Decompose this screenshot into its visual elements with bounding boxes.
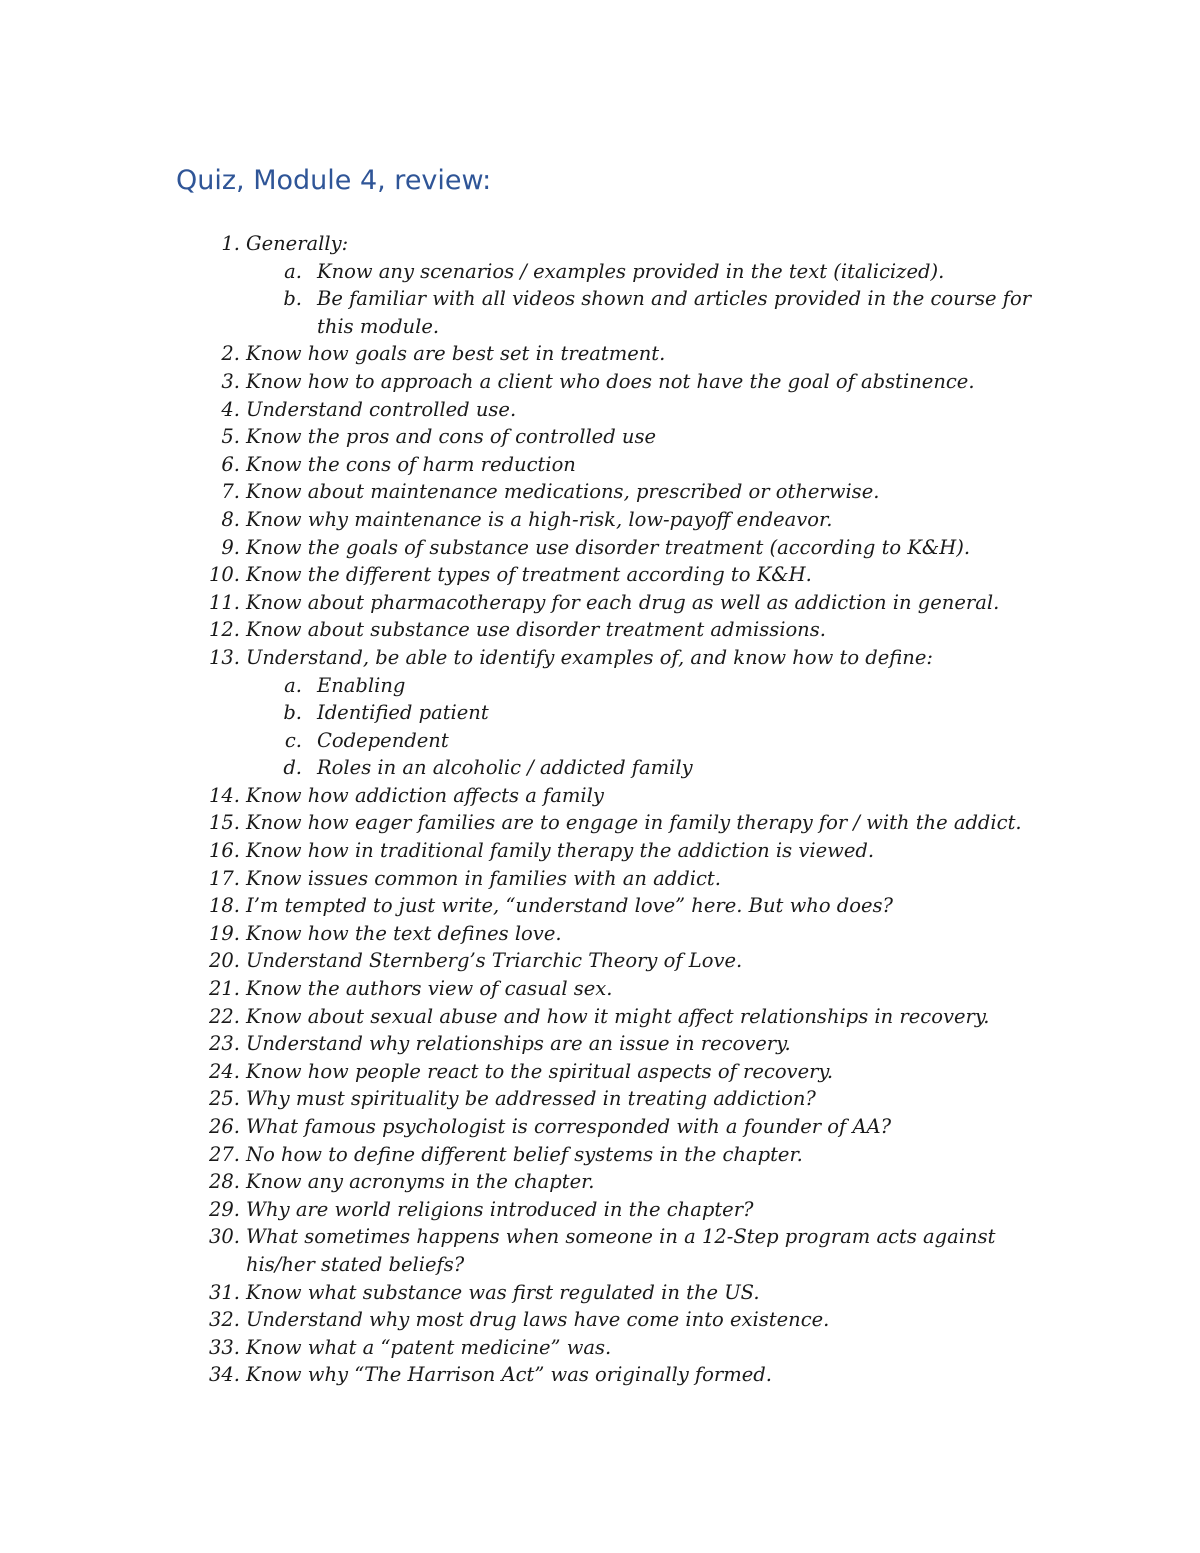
review-list <box>0 230 1200 1389</box>
list-item-text: Know about substance use disorder treatment admissions. <box>246 618 826 642</box>
list-item <box>0 1251 1200 1279</box>
list-item-text: Why must spirituality be addressed in treating addiction? <box>246 1087 816 1111</box>
list-item-text: Know about pharmacotherapy for each drug as well as addiction in general. <box>246 590 1000 614</box>
list-item-number: 20. <box>208 949 240 973</box>
list-item-text: Be familiar with all videos shown and articles provided in the course for <box>317 287 1032 311</box>
list-item <box>0 1085 1200 1113</box>
list-item-text: Know the authors view of casual sex. <box>246 977 613 1001</box>
list-item-text: Know any acronyms in the chapter. <box>246 1170 595 1194</box>
sub-list-item <box>0 285 1200 313</box>
list-item-text: No how to define different belief systems in the chapter. <box>246 1142 803 1166</box>
list-item-number: 15. <box>208 811 240 835</box>
list-item <box>0 920 1200 948</box>
list-item-text: Know the goals of substance use disorder treatment (according to K&H). <box>246 535 971 559</box>
list-item <box>0 1306 1200 1334</box>
list-item-text: Know any scenarios / examples provided in the text (italicized). <box>317 259 945 283</box>
list-item-text: Know about maintenance medications, prescribed or otherwise. <box>246 480 880 504</box>
list-item <box>0 478 1200 506</box>
list-item-text: Know how to approach a client who does not have the goal of abstinence. <box>246 369 975 393</box>
list-item-text: Know about sexual abuse and how it might affect relationships in recovery. <box>246 1004 990 1028</box>
list-item-number: 33. <box>208 1335 240 1359</box>
list-item-text: Roles in an alcoholic / addicted family <box>317 756 693 780</box>
list-item-number: 5. <box>221 425 240 449</box>
list-item <box>0 837 1200 865</box>
list-item-number: 31. <box>208 1280 240 1304</box>
list-item-text: Know what substance was first regulated in the US. <box>246 1280 760 1304</box>
list-item-number: 26. <box>208 1115 240 1138</box>
list-item-number: 12. <box>208 618 240 642</box>
list-item-number: 3. <box>221 369 240 393</box>
list-item-text: What sometimes happens when someone in a 12-Step program acts against <box>246 1225 996 1249</box>
list-item-number: 10. <box>208 563 240 587</box>
list-item <box>0 368 1200 396</box>
list-item-text: Know why maintenance is a high-risk, low-payoff endeavor. <box>246 507 833 531</box>
list-item <box>0 865 1200 893</box>
list-item <box>0 1058 1200 1086</box>
list-item-number: 34. <box>208 1363 240 1387</box>
list-item <box>0 616 1200 644</box>
list-item-text: his/her stated beliefs? <box>246 1252 465 1276</box>
list-item-text: Identified patient <box>317 701 489 725</box>
list-item-text: Understand Sternberg’s Triarchic Theory of Love. <box>246 949 743 973</box>
list-item <box>0 1334 1200 1362</box>
sub-list-item <box>0 672 1200 700</box>
list-item <box>0 809 1200 837</box>
list-item-text: Know the different types of treatment according to K&H. <box>246 563 812 587</box>
list-item <box>0 423 1200 451</box>
list-item <box>0 1003 1200 1031</box>
list-item-number: 7. <box>221 480 240 504</box>
list-item-text: Know how people react to the spiritual aspects of recovery. <box>246 1059 834 1083</box>
list-item-number: 9. <box>221 535 240 559</box>
list-item-number: c. <box>284 728 302 752</box>
list-item-text: Understand why most drug laws have come into existence. <box>246 1308 830 1332</box>
list-item-text: Know the cons of harm reduction <box>246 452 576 476</box>
list-item <box>0 1361 1200 1389</box>
list-item <box>0 1223 1200 1251</box>
sub-list-item <box>0 313 1200 341</box>
list-item-text: Know the pros and cons of controlled use <box>246 425 657 449</box>
sub-list-item <box>0 727 1200 755</box>
list-item <box>0 561 1200 589</box>
list-item-text: this module. <box>317 314 440 338</box>
list-item-text: Know how in traditional family therapy the addiction is viewed. <box>246 839 875 863</box>
sub-list-item <box>0 754 1200 782</box>
list-item <box>0 506 1200 534</box>
list-item-text: Understand why relationships are an issue in recovery. <box>246 1032 791 1056</box>
list-item <box>0 1030 1200 1058</box>
list-item <box>0 451 1200 479</box>
list-item-number: 17. <box>208 866 240 890</box>
list-item-text: Know what a “patent medicine” was. <box>246 1335 612 1359</box>
list-item <box>0 534 1200 562</box>
list-item-text: Know why “The Harrison Act” was originally formed. <box>246 1363 772 1387</box>
list-item-text: Why are world religions introduced in the chapter? <box>246 1197 754 1221</box>
list-item-number: 4. <box>221 397 240 421</box>
list-item-number: 19. <box>208 921 240 945</box>
list-item-text: Generally: <box>246 232 349 255</box>
list-item-number: 2. <box>221 342 240 366</box>
list-item <box>0 1113 1200 1141</box>
list-item-number: 13. <box>208 645 240 669</box>
list-item-number: 30. <box>208 1225 240 1249</box>
sub-list-item <box>0 699 1200 727</box>
list-item-number: 6. <box>221 452 240 476</box>
list-item-number: a. <box>284 259 302 283</box>
list-item-number: 14. <box>208 783 240 807</box>
document-title: Quiz, Module 4, review: <box>176 165 492 196</box>
list-item-number: d. <box>283 756 302 780</box>
list-item <box>0 892 1200 920</box>
list-item-number: 27. <box>208 1142 240 1166</box>
list-item-text: Know how the text defines love. <box>246 921 562 945</box>
list-item <box>0 644 1200 672</box>
list-item <box>0 340 1200 368</box>
list-item-number: 18. <box>208 894 240 918</box>
list-item <box>0 1141 1200 1169</box>
list-item-text: Understand controlled use. <box>246 397 517 421</box>
list-item-number: 28. <box>208 1170 240 1194</box>
list-item-number: 11. <box>208 590 240 614</box>
list-item-number: 29. <box>208 1197 240 1221</box>
list-item-number: 25. <box>208 1087 240 1111</box>
list-item <box>0 782 1200 810</box>
list-item-number: a. <box>284 673 302 697</box>
list-item-text: What famous psychologist is corresponded with a founder of AA? <box>246 1115 892 1138</box>
list-item <box>0 589 1200 617</box>
list-item <box>0 1168 1200 1196</box>
list-item <box>0 947 1200 975</box>
list-item-text: Know how addiction affects a family <box>246 783 604 807</box>
list-item-number: 16. <box>208 839 240 863</box>
list-item-number: b. <box>283 701 302 725</box>
list-item-number: b. <box>283 287 302 311</box>
list-item-number: 22. <box>208 1004 240 1028</box>
list-item-text: Know how goals are best set in treatment. <box>246 342 666 366</box>
list-item-text: Understand, be able to identify examples of, and know how to define: <box>246 645 933 669</box>
list-item-number: 8. <box>221 507 240 531</box>
list-item-text: Know how eager families are to engage in family therapy for / with the addict. <box>246 811 1022 835</box>
list-item-text: Codependent <box>317 728 449 752</box>
list-item-number: 21. <box>208 977 240 1001</box>
list-item <box>0 975 1200 1003</box>
list-item-text: Know issues common in families with an addict. <box>246 866 721 890</box>
list-item <box>0 1279 1200 1307</box>
list-item-number: 32. <box>208 1308 240 1332</box>
sub-list-item <box>0 258 1200 286</box>
list-item-number: 23. <box>208 1032 240 1056</box>
list-item <box>0 396 1200 424</box>
list-item <box>0 1196 1200 1224</box>
list-item-text: Enabling <box>317 673 406 697</box>
list-item-number: 1. <box>221 232 240 255</box>
list-item-number: 24. <box>208 1059 240 1083</box>
list-item <box>0 230 1200 258</box>
list-item-text: I’m tempted to just write, “understand love” here. But who does? <box>246 894 893 918</box>
